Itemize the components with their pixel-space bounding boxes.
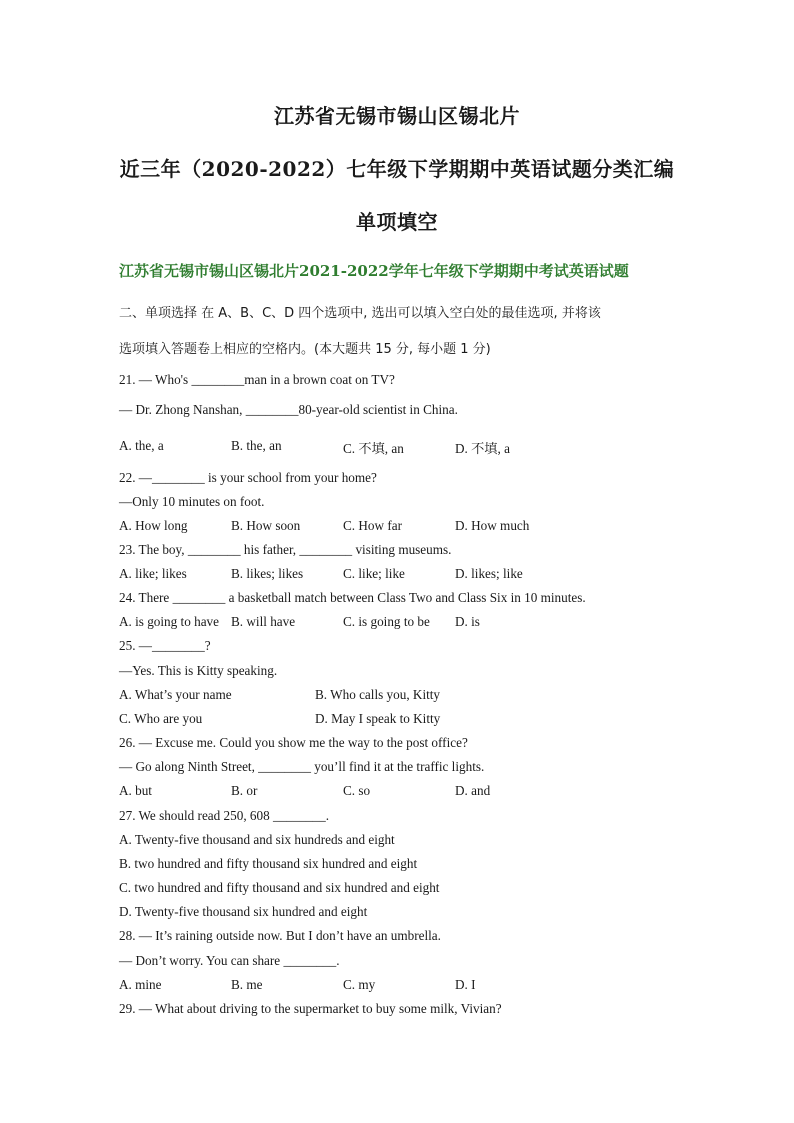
option-a: A. but: [119, 783, 152, 798]
instruction-line-2: 选项填入答题卷上相应的空格内。(本大题共 15 分, 每小题 1 分): [119, 342, 491, 357]
option-b: B. two hundred and fifty thousand six hundred and eight: [119, 856, 418, 871]
instruction-line-1: 二、单项选择 在 A、B、C、D 四个选项中, 选出可以填入空白处的最佳选项, 并将该: [119, 306, 601, 321]
question-stem: 27. We should read 250, 608 ________.: [119, 808, 330, 823]
question-stem: — Don’t worry. You can share ________.: [119, 953, 340, 968]
option-d: D. 不填, a: [455, 441, 510, 456]
doc-title-section: 单项填空: [356, 210, 438, 234]
question-stem: 28. — It’s raining outside now. But I don’t have an umbrella.: [119, 928, 441, 943]
question-stem: — Go along Ninth Street, ________ you’ll find it at the traffic lights.: [119, 759, 485, 774]
option-c: C. How far: [343, 518, 402, 533]
option-c: C. 不填, an: [343, 441, 404, 456]
question-stem: 23. The boy, ________ his father, ________ visiting museums.: [119, 542, 452, 557]
question-stem: 29. — What about driving to the supermarket to buy some milk, Vivian?: [119, 1001, 502, 1016]
question-stem: 24. There ________ a basketball match between Class Two and Class Six in 10 minutes.: [119, 590, 586, 605]
option-c: C. is going to be: [343, 614, 430, 629]
doc-title-region: 江苏省无锡市锡山区锡北片: [274, 104, 520, 128]
doc-title-main: 近三年（2020-2022）七年级下学期期中英语试题分类汇编: [119, 157, 675, 181]
question-stem: 25. —________?: [119, 638, 211, 653]
option-a: A. mine: [119, 977, 162, 992]
option-c: C. so: [343, 783, 371, 798]
question-stem: 26. — Excuse me. Could you show me the way to the post office?: [119, 735, 468, 750]
option-b: B. Who calls you, Kitty: [315, 687, 441, 702]
question-stem: —Yes. This is Kitty speaking.: [119, 663, 278, 678]
option-c: C. my: [343, 977, 376, 992]
option-d: D. likes; like: [455, 566, 523, 581]
question-stem: 22. —________ is your school from your home?: [119, 470, 377, 485]
option-a: A. What’s your name: [119, 687, 232, 702]
question-stem: — Dr. Zhong Nanshan, ________80-year-old scientist in China.: [119, 402, 458, 417]
option-d: D. How much: [455, 518, 530, 533]
question-stem: —Only 10 minutes on foot.: [119, 494, 265, 509]
option-a: A. the, a: [119, 438, 164, 453]
option-a: A. like; likes: [119, 566, 187, 581]
option-d: D. I: [455, 977, 476, 992]
option-c: C. two hundred and fifty thousand and six hundred and eight: [119, 880, 440, 895]
option-b: B. the, an: [231, 438, 282, 453]
question-stem: 21. — Who's ________man in a brown coat on TV?: [119, 372, 395, 387]
option-d: D. and: [455, 783, 491, 798]
option-a: A. Twenty-five thousand and six hundreds and eight: [119, 832, 395, 847]
option-c: C. Who are you: [119, 711, 203, 726]
option-b: B. likes; likes: [231, 566, 304, 581]
option-b: B. or: [231, 783, 258, 798]
option-d: D. is: [455, 614, 480, 629]
option-a: A. is going to have: [119, 614, 219, 629]
source-subtitle: 江苏省无锡市锡山区锡北片2021-2022学年七年级下学期期中考试英语试题: [119, 262, 629, 280]
option-b: B. How soon: [231, 518, 301, 533]
option-d: D. Twenty-five thousand six hundred and eight: [119, 904, 368, 919]
option-a: A. How long: [119, 518, 188, 533]
option-d: D. May I speak to Kitty: [315, 711, 441, 726]
option-c: C. like; like: [343, 566, 405, 581]
option-b: B. will have: [231, 614, 296, 629]
option-b: B. me: [231, 977, 263, 992]
